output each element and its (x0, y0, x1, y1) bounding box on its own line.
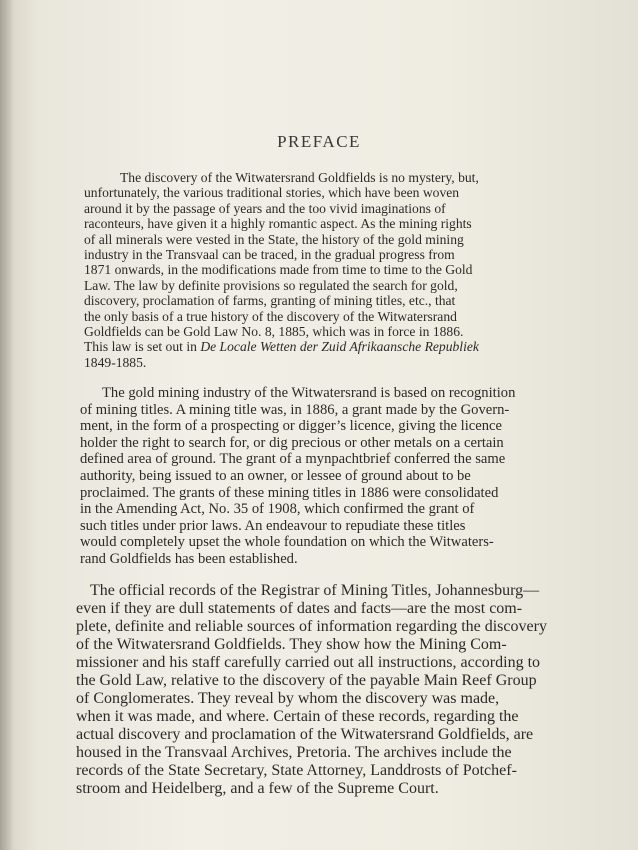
text-line: records of the State Secretary, State Attorney, Landdrosts of Potchef- (76, 762, 517, 779)
text-line: authority, being issued to an owner, or lessee of ground about to be (80, 467, 471, 484)
text-line: 1849-1885. (84, 354, 147, 370)
text-line: housed in the Transvaal Archives, Pretoria. The archives include the (76, 744, 512, 761)
text-line: of all minerals were vested in the State, the history of the gold mining (84, 231, 464, 247)
text-line: proclaimed. The grants of these mining titles in 1886 were consolidated (80, 484, 499, 501)
text-line: industry in the Transvaal can be traced, in the gradual progress from (84, 247, 455, 263)
text-line: holder the right to search for, or dig precious or other metals on a certain (80, 434, 504, 451)
page-title: PREFACE (277, 132, 361, 151)
paragraph-2 (80, 385, 582, 568)
text-line: plete, definite and reliable sources of information regarding the discovery (76, 618, 547, 635)
text-run: This law is set out in (84, 339, 201, 355)
text-line: Law. The law by definite provisions so regulated the search for gold, (84, 277, 458, 293)
text-line: when it was made, and where. Certain of these records, regarding the (76, 708, 519, 725)
text-line: ment, in the form of a prospecting or digger’s licence, giving the licence (80, 418, 503, 435)
text-line: of the Witwatersrand Goldfields. They show how the Mining Com- (76, 636, 507, 653)
text-line: raconteurs, have given it a highly romantic aspect. As the mining rights (84, 216, 472, 232)
text-line: in the Amending Act, No. 35 of 1908, which confirmed the grant of (80, 501, 475, 518)
italic-book-title: De Locale Wetten der Zuid Afrikaansche Republiek (200, 339, 479, 355)
text-line: The gold mining industry of the Witwatersrand is based on recognition (102, 385, 516, 401)
text-line: around it by the passage of years and the too vivid imaginations of (84, 200, 446, 216)
text-line: the Gold Law, relative to the discovery of the payable Main Reef Group (76, 672, 537, 689)
text-line: actual discovery and proclamation of the Witwatersrand Goldfields, are (76, 726, 534, 743)
text-line: the only basis of a true history of the discovery of the Witwatersrand (84, 308, 457, 324)
text-line: stroom and Heidelberg, and a few of the Supreme Court. (76, 780, 439, 797)
text-line: 1871 onwards, in the modifications made from time to time to the Gold (84, 262, 473, 278)
text-line: such titles under prior laws. An endeavour to repudiate these titles (80, 517, 466, 534)
text-line: Goldfields can be Gold Law No. 8, 1885, which was in force in 1886. (84, 324, 464, 340)
text-line: even if they are dull statements of dates and facts—are the most com- (76, 600, 523, 617)
paragraph-3 (76, 582, 590, 798)
text-line: defined area of ground. The grant of a mynpachtbrief conferred the same (80, 451, 506, 468)
text-line: unfortunately, the various traditional stories, which have been woven (84, 185, 460, 201)
paragraph-1 (84, 170, 576, 370)
text-line: of mining titles. A mining title was, in 1886, a grant made by the Govern- (80, 401, 510, 418)
text-line: would completely upset the whole foundation on which the Witwaters- (80, 534, 494, 551)
text-line: rand Goldfields has been established. (80, 550, 298, 567)
text-line (84, 339, 576, 354)
text-line: discovery, proclamation of farms, granting of mining titles, etc., that (84, 293, 456, 309)
text-line: missioner and his staff carefully carried out all instructions, according to (76, 654, 541, 671)
text-line: of Conglomerates. They reveal by whom the discovery was made, (76, 690, 500, 707)
text-line: The discovery of the Witwatersrand Goldfields is no mystery, but, (120, 170, 479, 185)
text-line: The official records of the Registrar of Mining Titles, Johannesburg— (90, 582, 540, 599)
